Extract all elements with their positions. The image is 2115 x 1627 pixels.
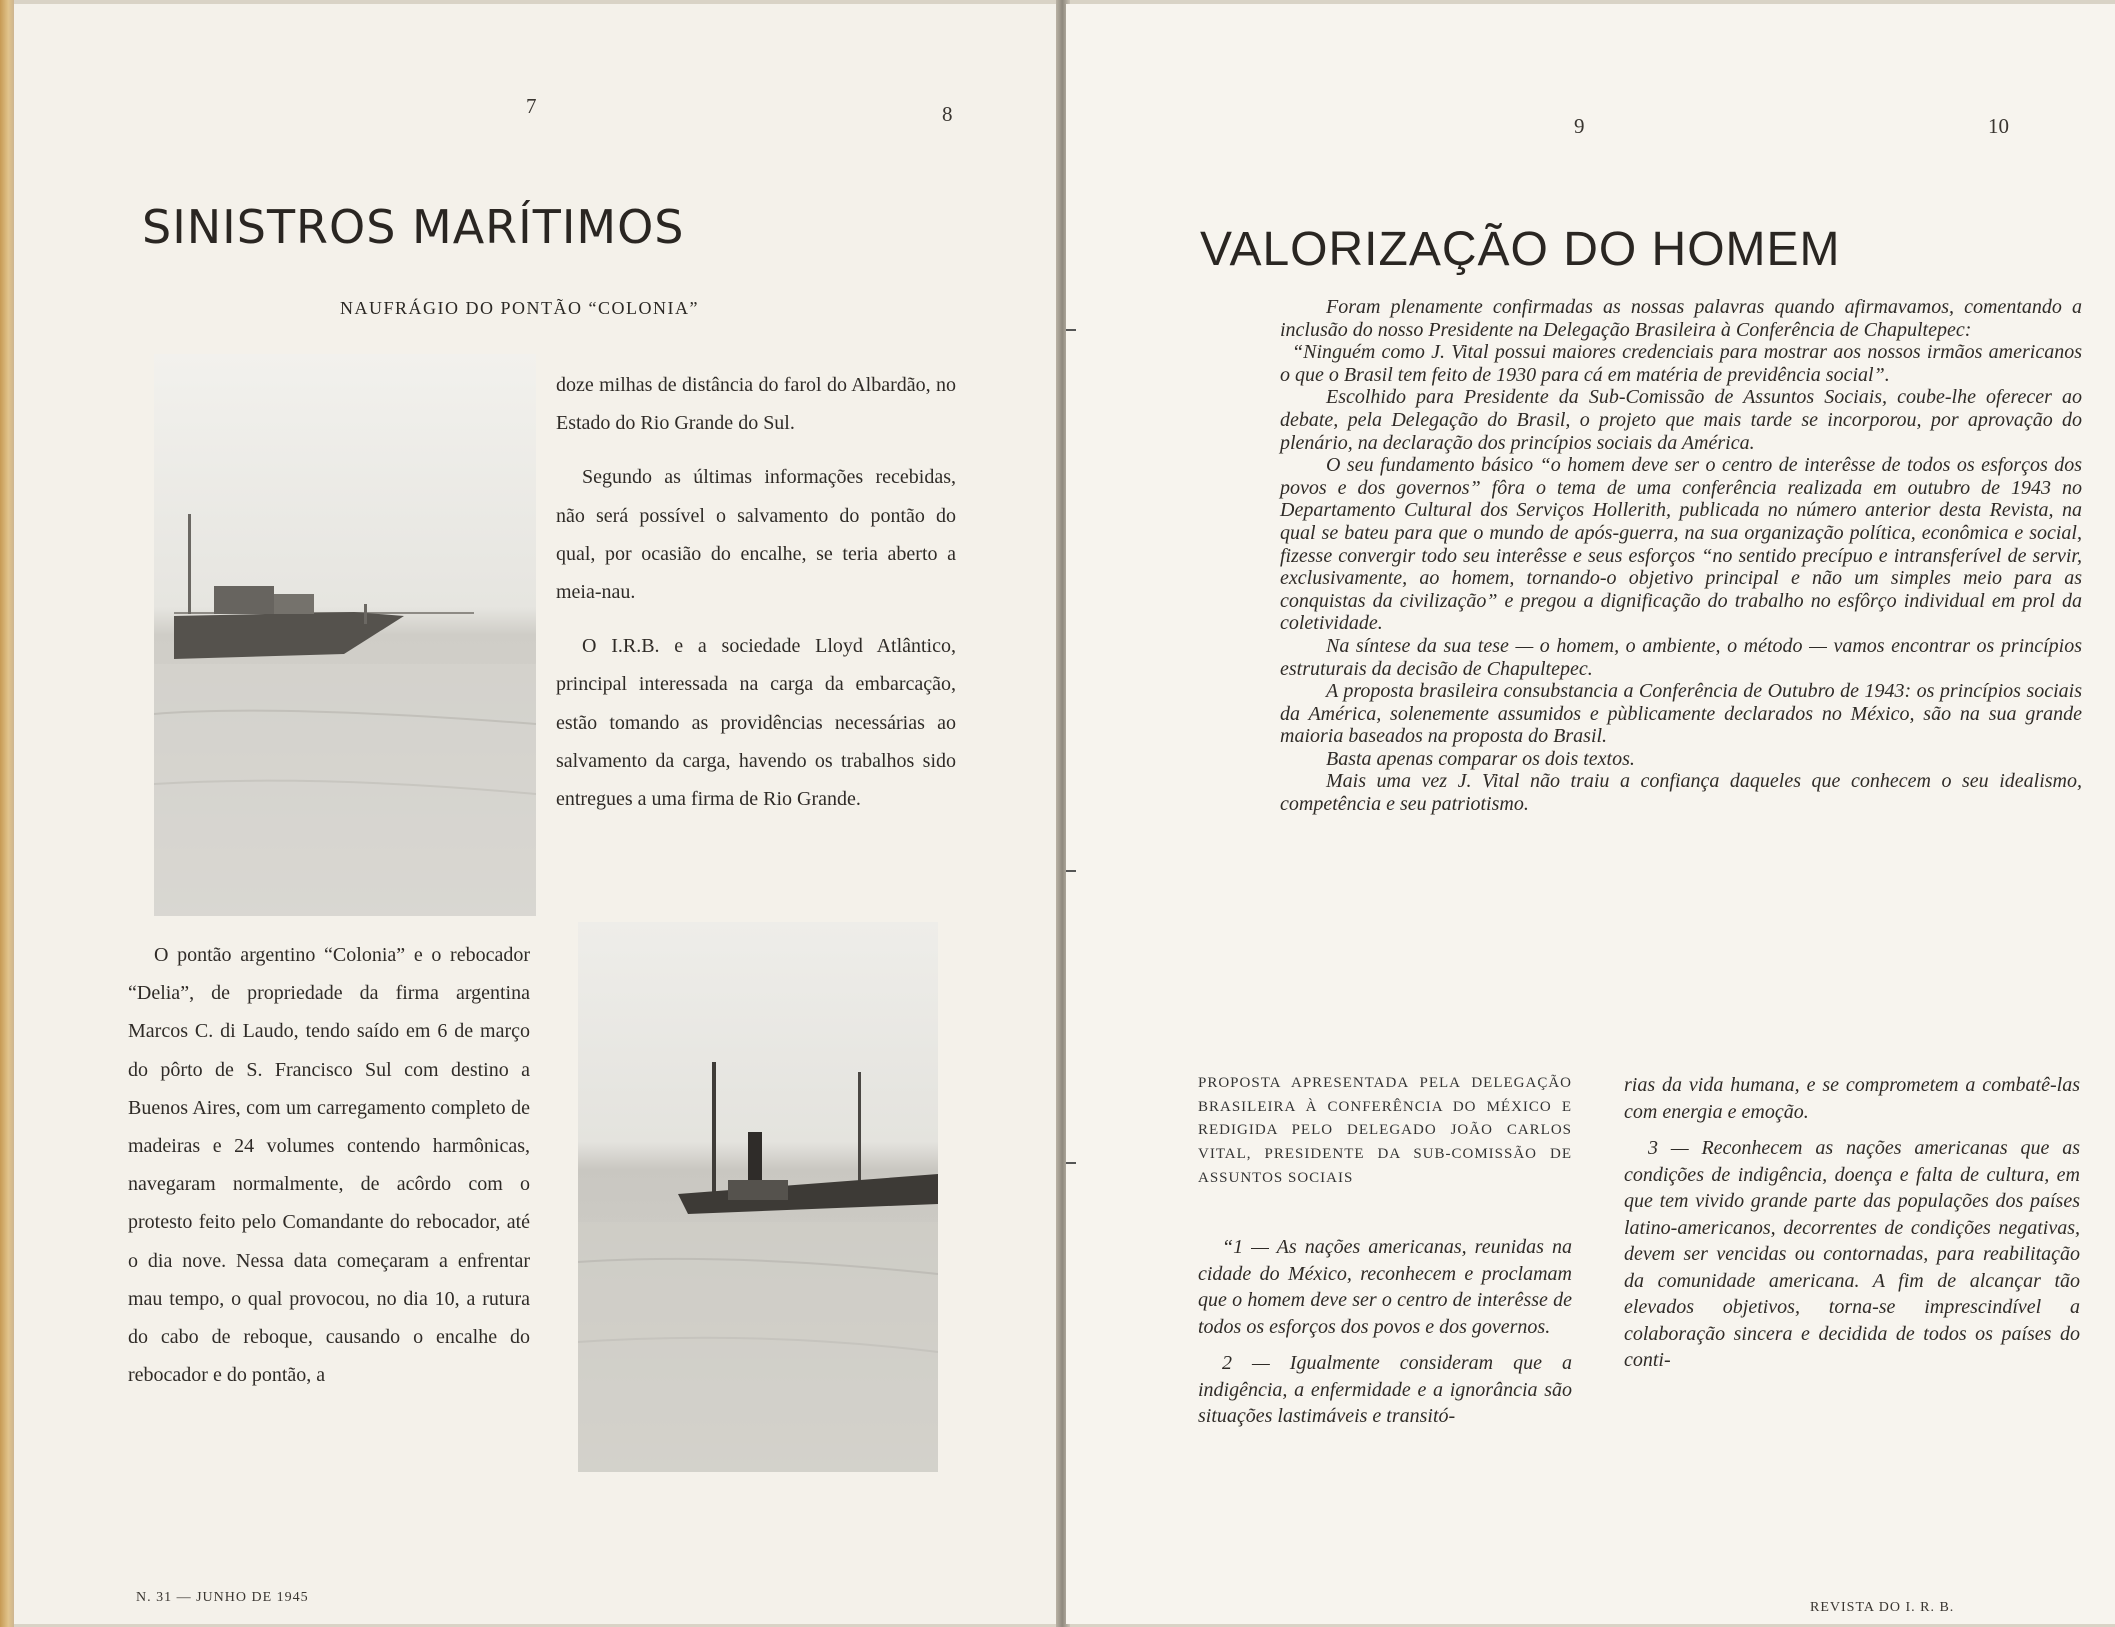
intro-quote: “Ninguém como J. Vital possui maiores credenciais para mostrar aos nossos irmãos americanos o que o Brasil tem feito de 1930 para cá em matéria de previdência social”. (1280, 341, 2082, 386)
margin-mark (1066, 870, 1076, 872)
page-number-8: 8 (942, 102, 953, 126)
left-article-column-2 (556, 366, 956, 818)
intro-paragraph-6: A proposta brasileira consubstancia a Conferência de Outubro de 1943: os princípios sociais da América, solenemente assumidos e pùblicamente declarados no México, são na sua grande maioria baseados na proposta do Brasil. (1280, 680, 2082, 748)
proposal-item-2: 2 — Igualmente consideram que a indigência, a enfermidade e a ignorância são situações lastimáveis e transitó- (1198, 1352, 1572, 1427)
proposal-heading: PROPOSTA APRESENTADA PELA DELEGAÇÃO BRASILEIRA À CONFERÊNCIA DO MÉXICO E REDIGIDA PELO DELEGADO JOÃO CARLOS VITAL, PRESIDENTE DA SUB-COMISSÃO DE ASSUNTOS SOCIAIS (1198, 1075, 1572, 1186)
proposal-continuation: rias da vida humana, e se comprometem a combatê-las com energia e emoção. (1624, 1074, 2080, 1123)
intro-text (1280, 296, 2082, 816)
intro-paragraph-4: O seu fundamento básico “o homem deve ser o centro de interêsse de todos os esforços dos povos e dos governos” fôra o tema de uma conferência realizada em outubro de 1943 no Departamento Cultural dos Serviços Hollerith, publicada no número anterior desta Revista, na qual se bateu para que o mundo de após-guerra, na sua organização política, econômica e social, fizesse convergir todo seu interêsse e seus esforços “no sentido precípuo e intransferível de servir, exclusivamente, ao homem, tornando-o objetivo principal e não um simples meio para as conquistas da civilização” e pregou a dignificação do trabalho no esfôrço individual em prol da coletividade. (1280, 454, 2082, 635)
right-footer: REVISTA DO I. R. B. (1810, 1600, 1955, 1615)
intro-paragraph-8: Mais uma vez J. Vital não traiu a confiança daqueles que conhecem o seu idealismo, competência e seu patriotismo. (1280, 770, 2082, 816)
page-number-7: 7 (526, 94, 537, 118)
left-col2-paragraph-3: O I.R.B. e a sociedade Lloyd Atlântico, principal interessada na carga da embarcação, estão tomando as providências necessárias ao salvamento da carga, havendo os trabalhos sido entregues a uma firma de Rio Grande. (556, 635, 956, 811)
left-col1-paragraph-1: O pontão argentino “Colonia” e o rebocador “Delia”, de propriedade da firma argentina Marcos C. di Laudo, tendo saído em 6 de março do pôrto de S. Francisco Sul com destino a Buenos Aires, com um carregamento completo de madeiras e 24 volumes contendo harmônicas, navegaram normalmente, de acôrdo com o protesto feito pelo Comandante do rebocador, até o dia nove. Nessa data começaram a enfrentar mau tempo, o qual provocou, no dia 10, a rutura do cabo de reboque, causando o encalhe do rebocador e do pontão, a (128, 944, 530, 1387)
article-subtitle: NAUFRÁGIO DO PONTÃO “COLONIA” (340, 298, 699, 318)
left-col2-paragraph-1: doze milhas de distância do farol do Albardão, no Estado do Rio Grande do Sul. (556, 374, 956, 435)
margin-mark (1066, 1162, 1076, 1164)
intro-paragraph-3: Escolhido para Presidente da Sub-Comissão de Assuntos Sociais, coube-lhe oferecer ao debate, pela Delegação do Brasil, o projeto que mais tarde se incorporou, por aprovação do plenário, na declaração dos princípios sociais da América. (1280, 386, 2082, 454)
article-title: VALORIZAÇÃO DO HOMEM (1200, 223, 1841, 276)
shipwreck-photo-2-image (578, 922, 938, 1472)
margin-mark (1066, 329, 1076, 331)
proposal-column-1 (1198, 1234, 1572, 1430)
shipwreck-photo-1-image (154, 354, 536, 916)
proposal-item-1: “1 — As nações americanas, reunidas na cidade do México, reconhecem e proclamam que o homem deve ser o centro de interêsse de todos os esforços dos povos e dos governos. (1198, 1236, 1572, 1338)
intro-paragraph-1: Foram plenamente confirmadas as nossas palavras quando afirmavamos, comentando a inclusão do nosso Presidente na Delegação Brasileira à Conferência de Chapultepec: (1280, 296, 2082, 341)
intro-paragraph-5: Na síntese da sua tese — o homem, o ambiente, o método — vamos encontrar os princípios estruturais da decisão de Chapultepec. (1280, 634, 2082, 680)
page-number-9: 9 (1574, 114, 1585, 138)
left-article-column-1 (128, 936, 530, 1394)
intro-paragraph-7: Basta apenas comparar os dois textos. (1326, 747, 1635, 770)
proposal-item-3: 3 — Reconhecem as nações americanas que as condições de indigência, doença e falta de cultura, em que tem vivido grande parte das populações dos países latino-americanos, decorrentes de condições negativas, devem ser vencidas ou contornadas, para reabilitação da comunidade americana. A fim de alcançar tão elevados objetivos, torna-se imprescindível a colaboração sincera e decidida de todos os países do conti- (1624, 1137, 2080, 1371)
left-page (14, 4, 1060, 1624)
article-title: SINISTROS MARÍTIMOS (142, 200, 685, 254)
shipwreck-photo-2 (578, 922, 938, 1472)
right-page (1066, 4, 2115, 1624)
page-number-10: 10 (1988, 114, 2009, 138)
proposal-column-2 (1624, 1072, 2080, 1374)
binding-edge (0, 0, 14, 1627)
shipwreck-photo-1 (154, 354, 536, 916)
left-col2-paragraph-2: Segundo as últimas informações recebidas, não será possível o salvamento do pontão do qual, por ocasião do encalhe, se teria aberto a meia-nau. (556, 466, 956, 604)
left-footer: N. 31 — JUNHO DE 1945 (136, 1590, 309, 1605)
